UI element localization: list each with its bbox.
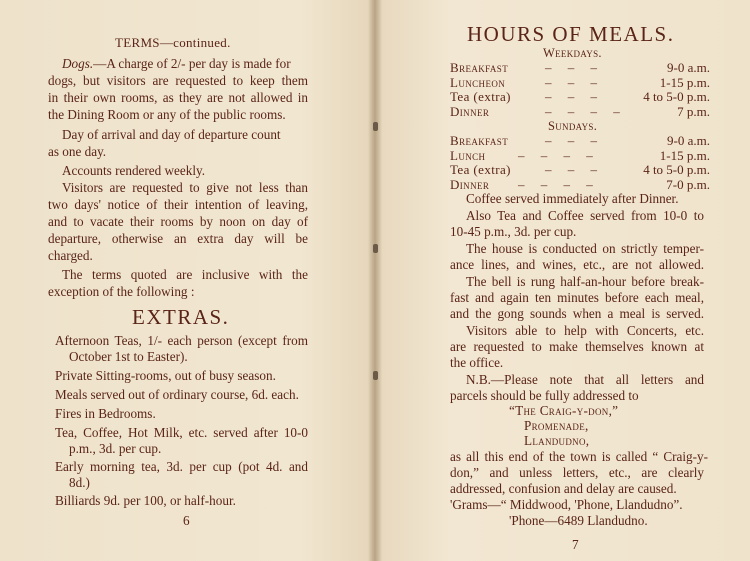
accounts-line: Accounts rendered weekly. [62,163,206,178]
address-line-2: Promenade, [524,418,589,433]
end-line-1: as all this end of the town is called “ Craig-y- [450,449,708,464]
notice-line-5: charged. [48,248,93,263]
gutter-fold [368,0,382,561]
extra-1-line-2: October 1st to Easter). [69,349,188,364]
extra-1-line-1: Afternoon Teas, 1/- each person (except from [55,333,308,348]
notice-line-1: Visitors are requested to give not less than [62,180,308,195]
address-line-3: Llandudno, [524,433,590,448]
extra-7: Billiards 9d. per 100, or half-hour. [55,493,236,508]
notice-line-2: two days' notice of their intention of leaving, [48,197,308,212]
weekday-row: Breakfast – – – 9-0 a.m. [450,60,710,75]
end-line-3: addressed, confusion and delay are caused. [450,481,677,496]
dogs-line-4: the Dining Room or any of the public rooms. [48,107,286,122]
coffee-after-dinner: Coffee served immediately after Dinner. [466,191,679,206]
extra-5-line-2: p.m., 3d. per cup. [69,441,162,456]
weekdays-label: Weekdays. [543,46,602,60]
weekday-row: Tea (extra) – – – 4 to 5-0 p.m. [450,89,710,104]
dogs-label: Dogs. [62,56,94,71]
left-heading: TERMS—continued. [115,35,231,50]
dogs-line-2: dogs, but visitors are requested to keep them [48,73,308,88]
arrival-line-2: as one day. [48,144,107,159]
notice-line-3: and to vacate their rooms by noon on day of [48,214,308,229]
bell-line-2: fast and again ten minutes before each meal, [450,290,704,305]
staple-bottom [373,371,378,380]
dogs-line-1: Dogs.—A charge of 2/- per day is made for [62,56,291,71]
extra-5-line-1: Tea, Coffee, Hot Milk, etc. served after 10-0 [55,425,308,440]
concerts-line-1: Visitors able to help with Concerts, etc. [466,323,704,338]
sundays-label: Sundays. [548,119,598,133]
extras-heading: EXTRAS. [132,305,230,329]
phone-line: 'Phone—6489 Llandudno. [509,513,648,528]
extra-3: Meals served out of ordinary course, 6d. each. [55,387,299,402]
page-number-7: 7 [572,537,579,552]
nb-line-1: N.B.—Please note that all letters and [466,372,704,387]
notice-line-4: departure, otherwise an extra day will be [48,231,308,246]
temperance-line-2: ance lines, and wines, etc., are not allowed. [450,257,704,272]
temperance-line-1: The house is conducted on strictly temper- [466,241,704,256]
sunday-row: Lunch – – – – 1-15 p.m. [450,147,710,163]
left-page [0,0,368,561]
extra-6-line-1: Early morning tea, 3d. per cup (pot 4d. and [55,459,308,474]
meals-heading: HOURS OF MEALS. [467,22,675,46]
end-line-2: don,” and unless letters, etc., are clearly [450,465,704,480]
weekday-row: Dinner – – – – 7 p.m. [450,103,710,119]
arrival-line-1: Day of arrival and day of departure count [62,127,281,142]
concerts-line-3: the office. [450,355,504,370]
sunday-row: Breakfast – – – 9-0 a.m. [450,133,710,148]
also-line-2: 10-45 p.m., 3d. per cup. [450,224,577,239]
page-number-6: 6 [183,513,190,528]
sunday-row: Tea (extra) – – – 4 to 5-0 p.m. [450,162,710,177]
bell-line-3: and the gong sounds when a meal is served. [450,306,704,321]
grams-line: 'Grams—“ Middwood, 'Phone, Llandudno”. [450,497,683,512]
staple-middle [373,244,378,253]
extra-4: Fires in Bedrooms. [55,406,156,421]
weekdays-menu [450,61,710,121]
sunday-row: Dinner – – – – 7-0 p.m. [450,176,710,192]
extra-6-line-2: 8d.) [69,475,90,490]
extra-2: Private Sitting-rooms, out of busy season. [55,368,276,383]
bell-line-1: The bell is rung half-an-hour before break- [466,274,704,289]
staple-top [373,122,378,131]
terms-line-1: The terms quoted are inclusive with the [62,267,308,282]
nb-line-2: parcels should be fully addressed to [450,388,639,403]
weekday-row: Luncheon – – – 1-15 p.m. [450,74,710,90]
concerts-line-2: are requested to make themselves known at [450,339,704,354]
right-page [382,0,750,561]
terms-line-2: exception of the following : [48,284,195,299]
address-line-1: “The Craig-y-don,” [509,403,619,418]
also-line-1: Also Tea and Coffee served from 10-0 to [466,208,704,223]
sundays-menu [450,134,710,194]
dogs-line-3: in their own rooms, as they are not allowed in [48,90,308,105]
